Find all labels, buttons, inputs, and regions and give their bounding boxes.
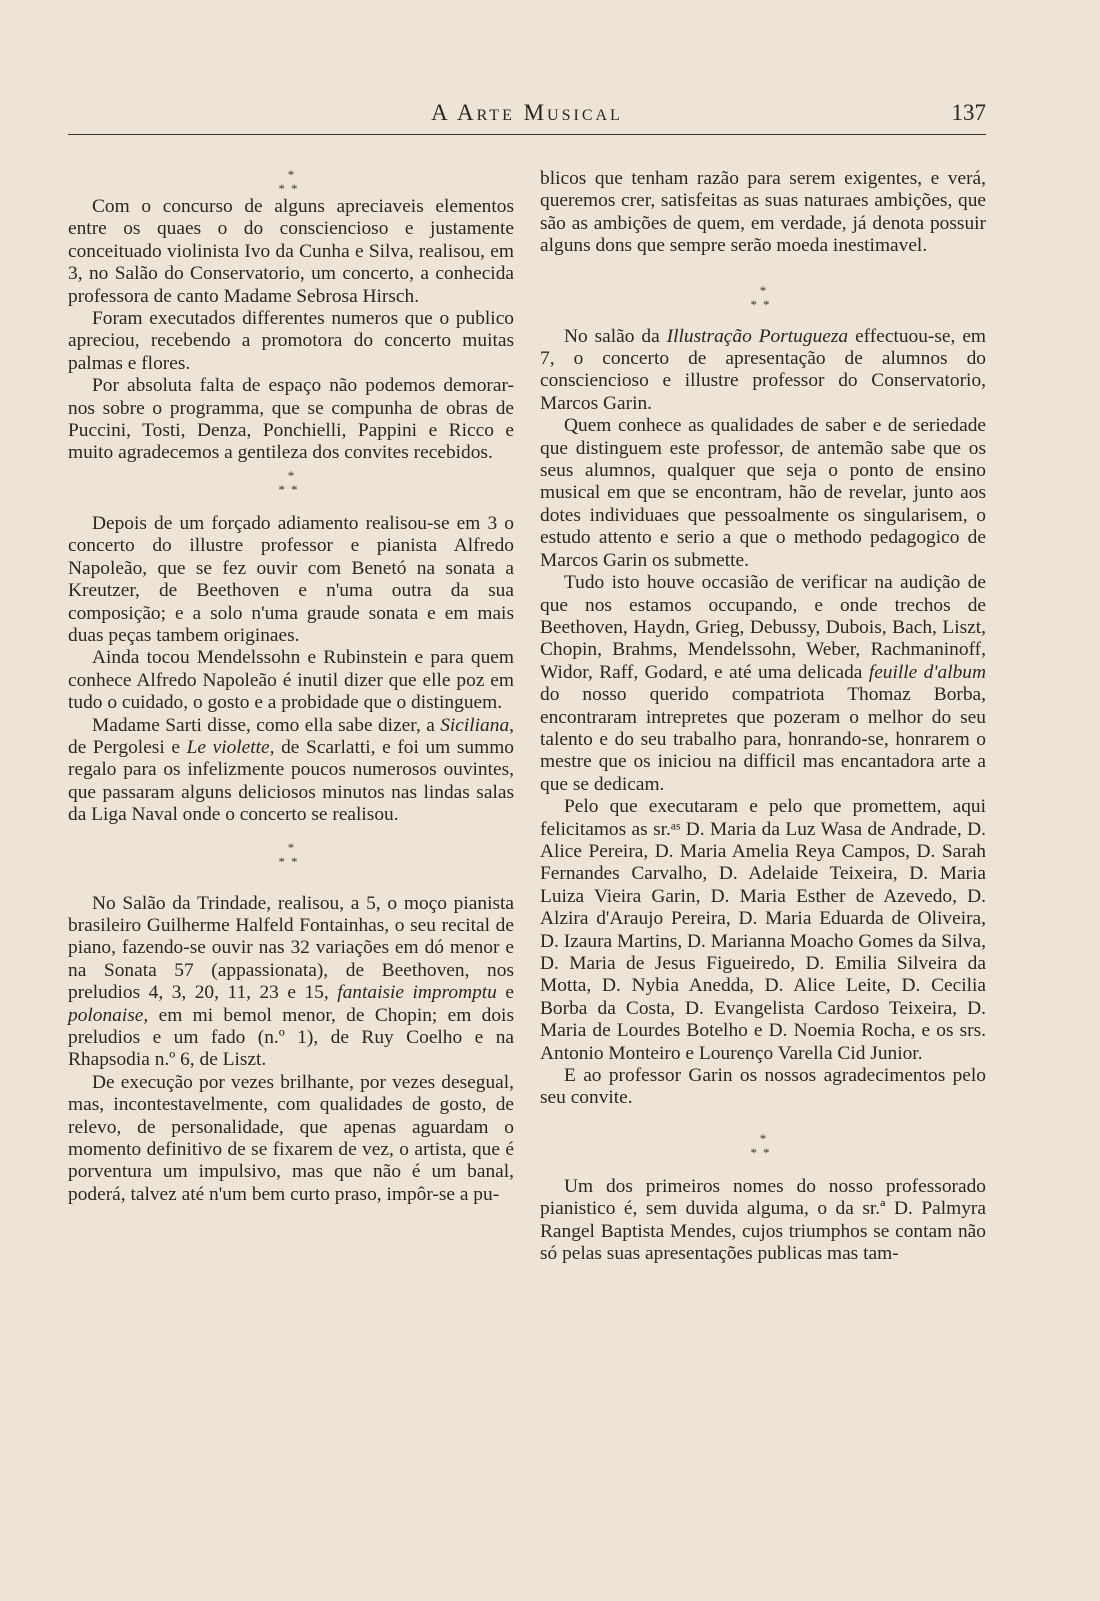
left-column bbox=[68, 168, 514, 1206]
paragraph: Tudo isto houve occasião de verificar na audição de que nos estamos occupando, e onde trechos de Beethoven, Haydn, Grieg, Debussy, Dubois, Bach, Liszt, Chopin, Brahms, Mendelssohn, Weber, Rachmaninoff, Widor, Raff, Godard, e até uma delicada feuille d'album do nosso querido compatriota Thomaz Borba, encontraram intrepretes que pozeram o melhor do seu talento e do seu trabalho para, honrando-se, honrarem o mestre que os iniciou na difficil mas encantadora arte a que se dedicam. bbox=[540, 572, 986, 795]
paragraph: De execução por vezes brilhante, por vezes desegual, mas, incontestavelmente, com qualidades de gosto, de relevo, de personalidade, que apenas aguardam o momento definitivo de se fixarem de vez, o artista, que é porventura um impulsivo, mas que não é um banal, poderá, talvez até n'um bem curto praso, impôr-se a pu- bbox=[68, 1071, 514, 1205]
section-separator: * ** bbox=[750, 282, 776, 312]
italic-title: polonaise, bbox=[68, 1004, 149, 1026]
paragraph: Quem conhece as qualidades de saber e de seriedade que distinguem este professor, de antemão sabe que os seus alumnos, qualquer que seja o ponto de ensino musical em que se encontram, hão de revelar, junto aos dotes individuaes que pessoalmente os singularisem, o estudo attento e serio a que o methodo pedagogico de Marcos Garin os submette. bbox=[540, 415, 986, 571]
italic-title: Illustração Portugueza bbox=[666, 325, 849, 347]
paragraph: Foram executados differentes numeros que o publico apreciou, recebendo a promotora do concerto muitas palmas e flores. bbox=[68, 308, 514, 374]
paragraph: Um dos primeiros nomes do nosso professorado pianistico é, sem duvida alguma, o da sr.ª D. Palmyra Rangel Baptista Mendes, cujos triumphos se contam não só pelas suas apresentações publicas mas tam- bbox=[540, 1175, 986, 1265]
section-separator: * ** bbox=[278, 467, 304, 497]
paragraph: No Salão da Trindade, realisou, a 5, o moço pianista brasileiro Guilherme Halfeld Fontainhas, o seu recital de piano, fazendo-se ouvir nas 32 variações em dó menor e na Sonata 57 (appassionata), de Beethoven, nos preludios 4, 3, 20, 11, 23 e 15, fantaisie impromptu e polonaise, em mi bemol menor, de Chopin; em dois preludios e um fado (n.º 1), de Ruy Coelho e na Rhapsodia n.º 6, de Liszt. bbox=[68, 892, 514, 1071]
page-number: 137 bbox=[951, 100, 986, 125]
paragraph: Madame Sarti disse, como ella sabe dizer, a Siciliana, de Pergolesi e Le violette, de Scarlatti, e foi um summo regalo para os infelizmente poucos numerosos ouvintes, que passaram alguns deliciosos minutos nas lindas salas da Liga Naval onde o concerto se realisou. bbox=[68, 714, 514, 826]
paragraph: Por absoluta falta de espaço não podemos demorar-nos sobre o programma, que se compunha de obras de Puccini, Tosti, Denza, Ponchielli, Pappini e Ricco e muito agradecemos a gentileza dos convites recebidos. bbox=[68, 375, 514, 464]
section-separator: * ** bbox=[278, 839, 304, 869]
paragraph: Pelo que executaram e pelo que promettem, aqui felicitamos as sr.ᵃˢ D. Maria da Luz Wasa de Andrade, D. Alice Pereira, D. Maria Amelia Reya Campos, D. Sarah Fernandes Carvalho, D. Adelaide Teixeira, D. Maria Luiza Vieira Garin, D. Maria Esther de Azevedo, D. Alzira d'Araujo Pereira, D. Maria Eduarda de Oliveira, D. Izaura Martins, D. Marianna Moacho Gomes da Silva, D. Maria de Jesus Figueiredo, D. Emilia Silveira da Motta, D. Nybia Anedda, D. Alice Leite, D. Cecilia Borba da Costa, D. Evangelista Cardoso Teixeira, D. Maria de Lourdes Botelho e D. Noemia Rocha, e os srs. Antonio Monteiro e Lourenço Varella Cid Junior. bbox=[540, 796, 986, 1064]
paragraph: Depois de um forçado adiamento realisou-se em 3 o concerto do illustre professor e pianista Alfredo Napoleão, que se fez ouvir com Benetó na sonata a Kreutzer, de Beethoven e n'uma outra da sua composição; e a solo n'uma graude sonata e em mais duas peças tambem originaes. bbox=[68, 512, 514, 646]
running-title: A Arte Musical bbox=[431, 100, 623, 125]
section-separator: * ** bbox=[278, 167, 304, 196]
italic-title: Siciliana, bbox=[440, 714, 514, 736]
paragraph: blicos que tenham razão para serem exigentes, e verá, queremos crer, satisfeitas as suas naturaes ambições, que são as ambições de quem, em verdade, já denota possuir alguns dons que sempre serão moeda inestimavel. bbox=[540, 168, 986, 257]
paragraph: Com o concurso de alguns apreciaveis elementos entre os quaes o do consciencioso e justamente conceituado violinista Ivo da Cunha e Silva, realisou, em 3, no Salão do Conservatorio, um concerto, a conhecida professora de canto Madame Sebrosa Hirsch. bbox=[68, 196, 514, 307]
paragraph: No salão da Illustração Portugueza effectuou-se, em 7, o concerto de apresentação de alumnos do consciencioso e illustre professor do Conservatorio, Marcos Garin. bbox=[540, 325, 987, 414]
italic-title: fantaisie impromptu bbox=[337, 982, 497, 1004]
page-header bbox=[68, 100, 986, 136]
paragraph: Ainda tocou Mendelssohn e Rubinstein e para quem conhece Alfredo Napoleão é inutil dizer que elle poz em tudo o cuidado, o gosto e a probidade que o distinguem. bbox=[68, 647, 514, 714]
right-column bbox=[540, 168, 986, 1265]
italic-title: feuille d'album bbox=[868, 661, 986, 683]
section-separator: * ** bbox=[750, 1130, 776, 1160]
paragraph: E ao professor Garin os nossos agradecimentos pelo seu convite. bbox=[540, 1065, 986, 1109]
italic-title: Le violette, bbox=[186, 736, 275, 758]
header-rule bbox=[68, 134, 986, 135]
